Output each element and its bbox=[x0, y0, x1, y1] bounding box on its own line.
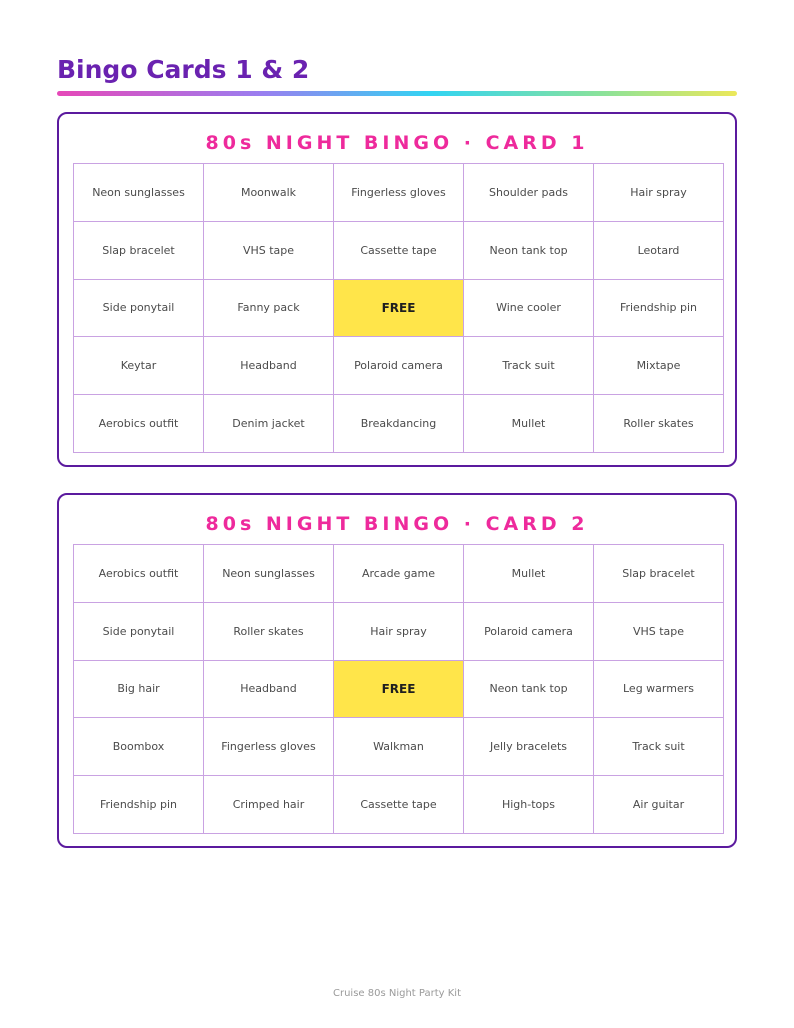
bingo-square: Crimped hair bbox=[204, 776, 334, 834]
bingo-square: Polaroid camera bbox=[334, 337, 464, 395]
bingo-square: Leg warmers bbox=[594, 661, 724, 719]
bingo-square: Neon sunglasses bbox=[74, 164, 204, 222]
bingo-square: Leotard bbox=[594, 222, 724, 280]
bingo-square: Track suit bbox=[464, 337, 594, 395]
bingo-square: Neon tank top bbox=[464, 661, 594, 719]
bingo-square: Wine cooler bbox=[464, 280, 594, 338]
bingo-square: Fingerless gloves bbox=[334, 164, 464, 222]
bingo-square: Jelly bracelets bbox=[464, 718, 594, 776]
bingo-square: High-tops bbox=[464, 776, 594, 834]
bingo-square: Moonwalk bbox=[204, 164, 334, 222]
page-title: Bingo Cards 1 & 2 bbox=[57, 55, 310, 84]
bingo-square: Hair spray bbox=[594, 164, 724, 222]
bingo-square: Aerobics outfit bbox=[74, 545, 204, 603]
bingo-square: VHS tape bbox=[594, 603, 724, 661]
bingo-square: Slap bracelet bbox=[594, 545, 724, 603]
bingo-square: Keytar bbox=[74, 337, 204, 395]
bingo-square: Boombox bbox=[74, 718, 204, 776]
free-square: FREE bbox=[334, 280, 464, 338]
bingo-square: Slap bracelet bbox=[74, 222, 204, 280]
card-title: 80s NIGHT BINGO · CARD 2 bbox=[205, 513, 589, 535]
bingo-grid bbox=[73, 163, 724, 453]
bingo-square: Friendship pin bbox=[594, 280, 724, 338]
title-gradient-rule bbox=[57, 91, 737, 96]
bingo-square: Mullet bbox=[464, 545, 594, 603]
bingo-card-2 bbox=[57, 493, 737, 848]
bingo-square: Side ponytail bbox=[74, 603, 204, 661]
bingo-square: Cassette tape bbox=[334, 776, 464, 834]
bingo-square: VHS tape bbox=[204, 222, 334, 280]
card-title: 80s NIGHT BINGO · CARD 1 bbox=[205, 132, 589, 154]
bingo-square: Aerobics outfit bbox=[74, 395, 204, 453]
page-footer: Cruise 80s Night Party Kit bbox=[332, 988, 461, 999]
bingo-square: Friendship pin bbox=[74, 776, 204, 834]
bingo-square: Arcade game bbox=[334, 545, 464, 603]
free-square: FREE bbox=[334, 661, 464, 719]
bingo-square: Side ponytail bbox=[74, 280, 204, 338]
bingo-square: Hair spray bbox=[334, 603, 464, 661]
bingo-square: Headband bbox=[204, 661, 334, 719]
bingo-square: Roller skates bbox=[204, 603, 334, 661]
bingo-square: Walkman bbox=[334, 718, 464, 776]
bingo-square: Air guitar bbox=[594, 776, 724, 834]
bingo-square: Roller skates bbox=[594, 395, 724, 453]
bingo-square: Shoulder pads bbox=[464, 164, 594, 222]
bingo-square: Fanny pack bbox=[204, 280, 334, 338]
bingo-square: Breakdancing bbox=[334, 395, 464, 453]
bingo-grid bbox=[73, 544, 724, 834]
bingo-square: Polaroid camera bbox=[464, 603, 594, 661]
bingo-square: Mullet bbox=[464, 395, 594, 453]
bingo-square: Neon tank top bbox=[464, 222, 594, 280]
bingo-square: Headband bbox=[204, 337, 334, 395]
bingo-square: Cassette tape bbox=[334, 222, 464, 280]
bingo-square: Fingerless gloves bbox=[204, 718, 334, 776]
bingo-square: Big hair bbox=[74, 661, 204, 719]
bingo-square: Neon sunglasses bbox=[204, 545, 334, 603]
bingo-card-1 bbox=[57, 112, 737, 467]
bingo-square: Denim jacket bbox=[204, 395, 334, 453]
bingo-square: Mixtape bbox=[594, 337, 724, 395]
bingo-square: Track suit bbox=[594, 718, 724, 776]
